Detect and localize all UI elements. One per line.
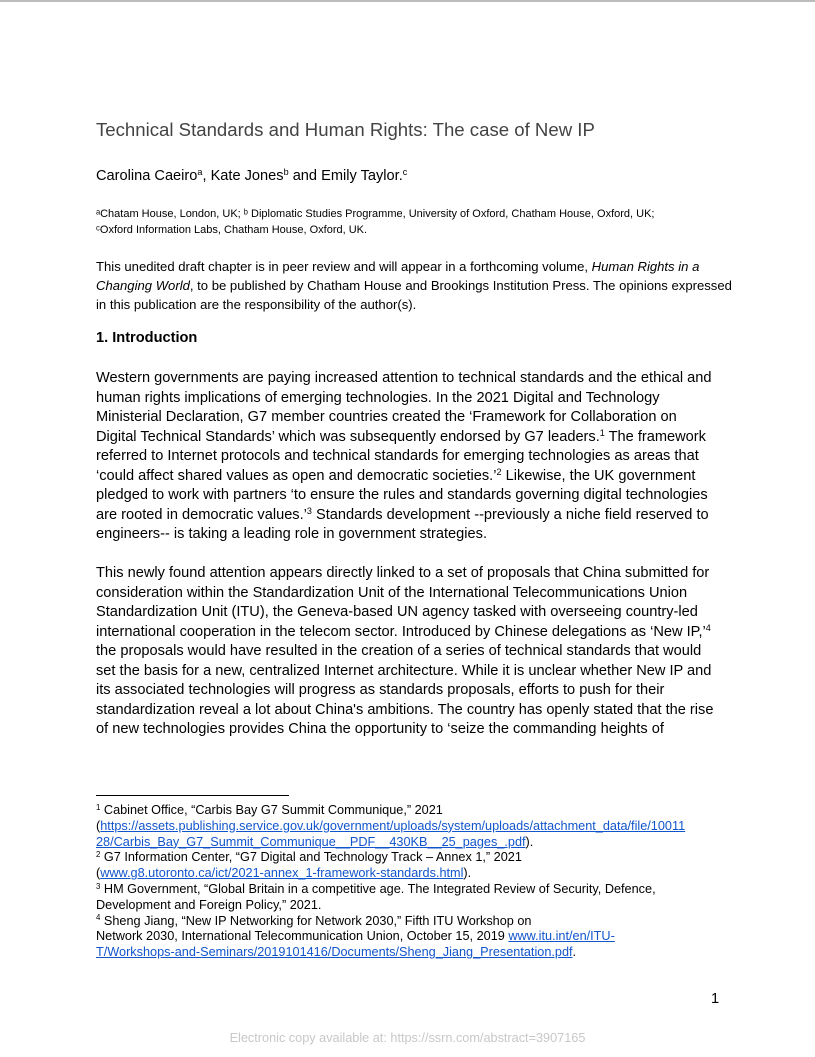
footnote-ref[interactable]: 1	[599, 427, 605, 438]
draft-notice-text: This unedited draft chapter is in peer review and will appear in a forthcoming volume,	[96, 259, 592, 274]
ssrn-footer: Electronic copy available at: https://ssrn.com/abstract=3907165	[229, 1031, 586, 1045]
footnote-number: 2	[96, 850, 101, 860]
footnote-link[interactable]: www.itu.int/en/ITU-	[508, 929, 615, 944]
footnote-ref[interactable]: 3	[306, 505, 312, 516]
author-separator: ,	[202, 168, 211, 184]
text-line: are rooted in democratic values.’$^3$ Standards development --previously a niche field reserved to	[96, 505, 709, 523]
text-line: ‘could affect shared values as open and democratic societies.’$^2$ Likewise, the UK government	[96, 466, 696, 484]
footnote-link[interactable]: www.g8.utoronto.ca/ict/2021-annex_1-framework-standards.html	[100, 866, 464, 881]
text-line: set the basis for a new, centralized Internet architecture. While it is unclear whether New IP and	[96, 662, 712, 679]
text-line: Ministerial Declaration, G7 member countries created the ‘Framework for Collaboration on	[96, 409, 677, 425]
text-line: Western governments are paying increased attention to technical standards and the ethical and	[96, 370, 712, 386]
footnote-3-cont: Development and Foreign Policy,” 2021.	[96, 897, 322, 912]
author-name: Carolina Caeiro	[96, 168, 198, 184]
text-line: consideration within the Standardization Unit of the International Telecommunications Union	[96, 584, 688, 601]
text-line: Digital Technical Standards’ which was subsequently endorsed by G7 leaders.$^1$ The framework	[96, 427, 706, 445]
footnote-3: $^3$ HM Government, “Global Britain in a competitive age. The Integrated Review of Security, Defence,	[96, 881, 656, 896]
footnote-1-link-line: (https://assets.publishing.service.gov.uk/government/uploads/system/uploads/attachment_data/file/10011	[96, 818, 686, 833]
footnote-number: 3	[96, 881, 101, 891]
text-line: pledged to work with partners ‘to ensure the rules and standards governing digital technologies	[96, 487, 708, 503]
text-line: international cooperation in the telecom sector. Introduced by Chinese delegations as ‘New IP,’$^4$	[96, 622, 711, 640]
footnote-4-link-line: T/Workshops-and-Seminars/2019101416/Documents/Sheng_Jiang_Presentation.pdf.	[96, 945, 577, 960]
intro-paragraph-2	[96, 564, 736, 740]
text-line: engineers-- is taking a leading role in government strategies.	[96, 526, 488, 542]
draft-notice	[96, 257, 736, 314]
text-line: the proposals would have resulted in the creation of a series of technical standards that would	[96, 643, 702, 659]
text-line: its associated technologies will progress as standards proposals, efforts to push for their	[96, 682, 665, 698]
author-list	[96, 168, 407, 184]
page-top-border	[0, 0, 815, 2]
affiliation-line: ᵃChatam House, London, UK; ᵇ Diplomatic Studies Programme, University of Oxford, Chatham House, Oxford, UK;	[96, 208, 655, 220]
text-line: referred to Internet protocols and technical standards for emerging technologies as areas that	[96, 448, 699, 464]
footnote-ref[interactable]: 2	[496, 466, 502, 477]
page-number: 1	[711, 991, 720, 1007]
section-heading: 1. Introduction	[96, 330, 198, 346]
footnotes	[96, 803, 736, 961]
footnote-number: 4	[96, 913, 101, 923]
text-line: of new technologies provides China the opportunity to ‘seize the commanding heights of	[96, 721, 664, 737]
text-line: Standardization Unit (ITU), the Geneva-based UN agency tasked with overseeing country-led	[96, 604, 698, 620]
footnote-2: $^2$ G7 Information Center, “G7 Digital and Technology Track – Annex 1,” 2021	[96, 850, 522, 865]
footnote-1: $^1$ Cabinet Office, “Carbis Bay G7 Summit Communique,” 2021	[96, 802, 443, 817]
footnote-4: $^4$ Sheng Jiang, “New IP Networking for Network 2030,” Fifth ITU Workshop on	[96, 913, 532, 928]
affiliation-mark: b	[283, 167, 289, 178]
footnote-number: 1	[96, 802, 101, 812]
paper-title: Technical Standards and Human Rights: The case of New IP	[96, 119, 595, 140]
footnote-4-cont: Network 2030, International Telecommunication Union, October 15, 2019 www.itu.int/en/ITU-	[96, 929, 615, 944]
footnote-1-link-line: 28/Carbis_Bay_G7_Summit_Communique__PDF__430KB__25_pages_.pdf).	[96, 834, 534, 849]
author-separator: and	[288, 168, 322, 184]
footnote-link[interactable]: https://assets.publishing.service.gov.uk/government/uploads/system/uploads/attachment_data/file/10011	[100, 818, 686, 833]
affiliation-mark: c	[402, 167, 408, 178]
text-line: This newly found attention appears directly linked to a set of proposals that China submitted for	[96, 565, 710, 581]
author-name: Kate Jones	[210, 168, 284, 184]
draft-notice-text: , to be published by Chatham House and Brookings Institution Press. The opinions expressed in this publication are the responsibility of the author(s).	[96, 278, 732, 312]
footnote-2-link-line: (www.g8.utoronto.ca/ict/2021-annex_1-framework-standards.html).	[96, 866, 472, 881]
footnote-ref[interactable]: 4	[705, 622, 711, 633]
text-line: human rights implications of emerging technologies. In the 2021 Digital and Technology	[96, 389, 660, 406]
intro-paragraph-1	[96, 369, 736, 545]
text-line: standardization reveal a lot about China's ambitions. The country has openly stated that the rise	[96, 701, 714, 718]
affiliation-line: ᶜOxford Information Labs, Chatham House, Oxford, UK.	[96, 224, 368, 236]
author-name: Emily Taylor.	[321, 168, 403, 184]
footnote-divider	[96, 795, 289, 796]
footnote-link[interactable]: 28/Carbis_Bay_G7_Summit_Communique__PDF__430KB__25_pages_.pdf	[96, 834, 526, 849]
affiliation-mark: a	[197, 167, 203, 178]
book-title: Human Rights in a Changing World	[96, 259, 700, 293]
footnote-link[interactable]: T/Workshops-and-Seminars/2019101416/Documents/Sheng_Jiang_Presentation.pdf	[96, 945, 573, 960]
